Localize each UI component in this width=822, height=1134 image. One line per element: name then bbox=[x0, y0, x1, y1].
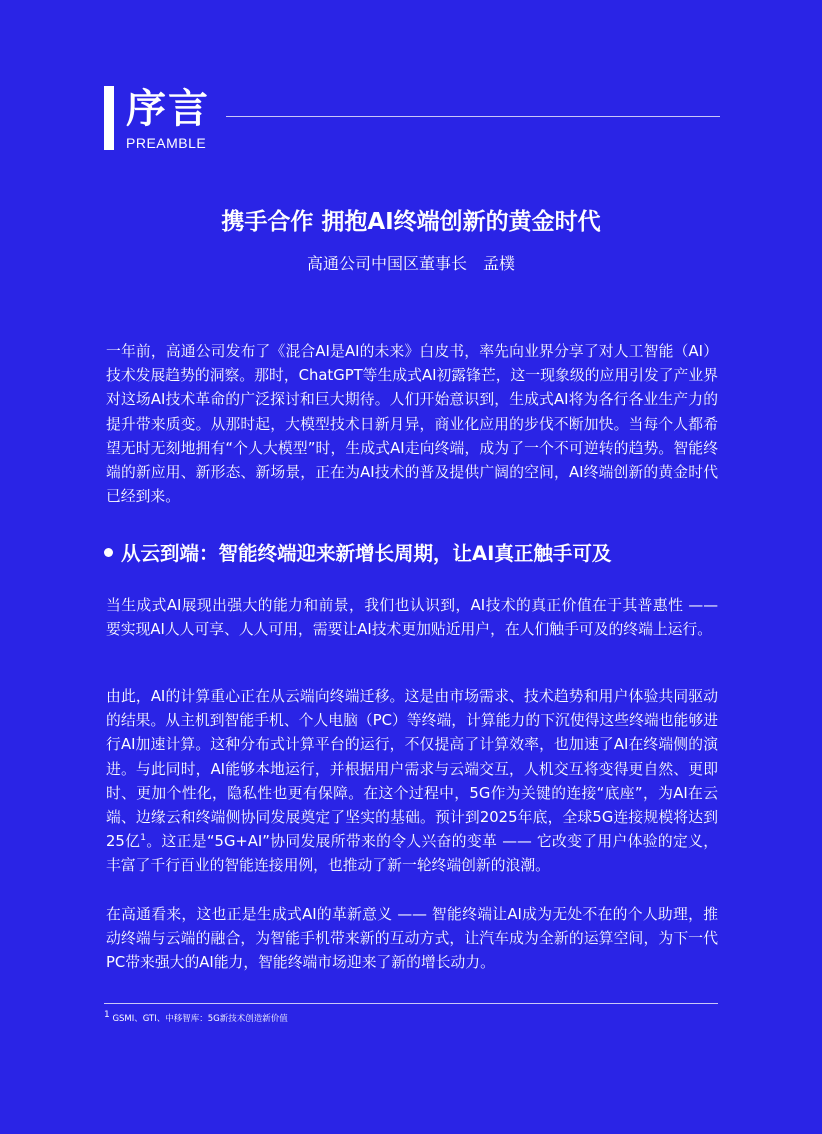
paragraph-compute-shift bbox=[106, 685, 718, 879]
article-byline: 高通公司中国区董事长 孟樸 bbox=[306, 254, 515, 273]
paragraph-qualcomm-view: 在高通看来，这也正是生成式AI的革新意义 —— 智能终端让AI成为无处不在的个人助理，推动终端与云端的融合，为智能手机带来新的互动方式，让汽车成为全新的运算空间，为下一代PC带来强大的AI能力，智能终端市场迎来了新的增长动力。 bbox=[106, 906, 718, 972]
paragraph-compute-shift-part2: 。这正是“5G+AI”协同发展所带来的令人兴奋的变革 —— 它改变了用户体验的定义，丰富了千行百业的智能连接用例，也推动了新一轮终端创新的浪潮。 bbox=[106, 833, 718, 875]
paragraph-value: 当生成式AI展现出强大的能力和前景，我们也认识到，AI技术的真正价值在于其普惠性 —— 要实现AI人人可享、人人可用，需要让AI技术更加贴近用户，在人们触手可及的终端上运行。 bbox=[106, 597, 718, 639]
header-title: 序言 bbox=[126, 86, 210, 132]
section-heading-text: 从云到端：智能终端迎来新增长周期，让AI真正触手可及 bbox=[121, 542, 612, 565]
paragraph-intro: 一年前，高通公司发布了《混合AI是AI的未来》白皮书，率先向业界分享了对人工智能（AI）技术发展趋势的洞察。那时，ChatGPT等生成式AI初露锋芒，这一现象级的应用引发了产业界对这场AI技术革命的广泛探讨和巨大期待。人们开始意识到，生成式AI将为各行各业生产力的提升带来质变。从那时起，大模型技术日新月异，商业化应用的步伐不断加快。当每个人都希望无时无刻地拥有“个人大模型”时，生成式AI走向终端，成为了一个不可逆转的趋势。智能终端的新应用、新形态、新场景，正在为AI技术的普及提供广阔的空间，AI终端创新的黄金时代已经到来。 bbox=[106, 343, 718, 506]
header-accent-bar bbox=[104, 86, 114, 150]
preamble-header bbox=[104, 84, 720, 154]
footnote bbox=[104, 1010, 288, 1025]
footnote-divider bbox=[104, 1003, 718, 1004]
header-subtitle: PREAMBLE bbox=[126, 135, 207, 151]
footnote-reference: 1 bbox=[140, 833, 147, 844]
section-heading bbox=[104, 540, 724, 568]
header-divider bbox=[226, 116, 720, 117]
paragraph-compute-shift-part1: 由此，AI的计算重心正在从云端向终端迁移。这是由市场需求、技术趋势和用户体验共同驱动的结果。从主机到智能手机、个人电脑（PC）等终端，计算能力的下沉使得这些终端也能够进行AI加速计算。这种分布式计算平台的运行，不仅提高了计算效率，也加速了AI在终端侧的演进。与此同时，AI能够本地运行，并根据用户需求与云端交互，人机交互将变得更自然、更即时、更加个性化，隐私性也更有保障。在这个过程中，5G作为关键的连接“底座”，为AI在云端、边缘云和终端侧协同发展奠定了坚实的基础。预计到2025年底，全球5G连接规模将达到25亿 bbox=[106, 688, 718, 851]
bullet-icon bbox=[104, 548, 113, 557]
article-title: 携手合作 拥抱AI终端创新的黄金时代 bbox=[221, 209, 601, 235]
footnote-text: GSMI、GTI、中移智库：5G新技术创造新价值 bbox=[112, 1014, 288, 1024]
footnote-marker: 1 bbox=[104, 1010, 110, 1021]
